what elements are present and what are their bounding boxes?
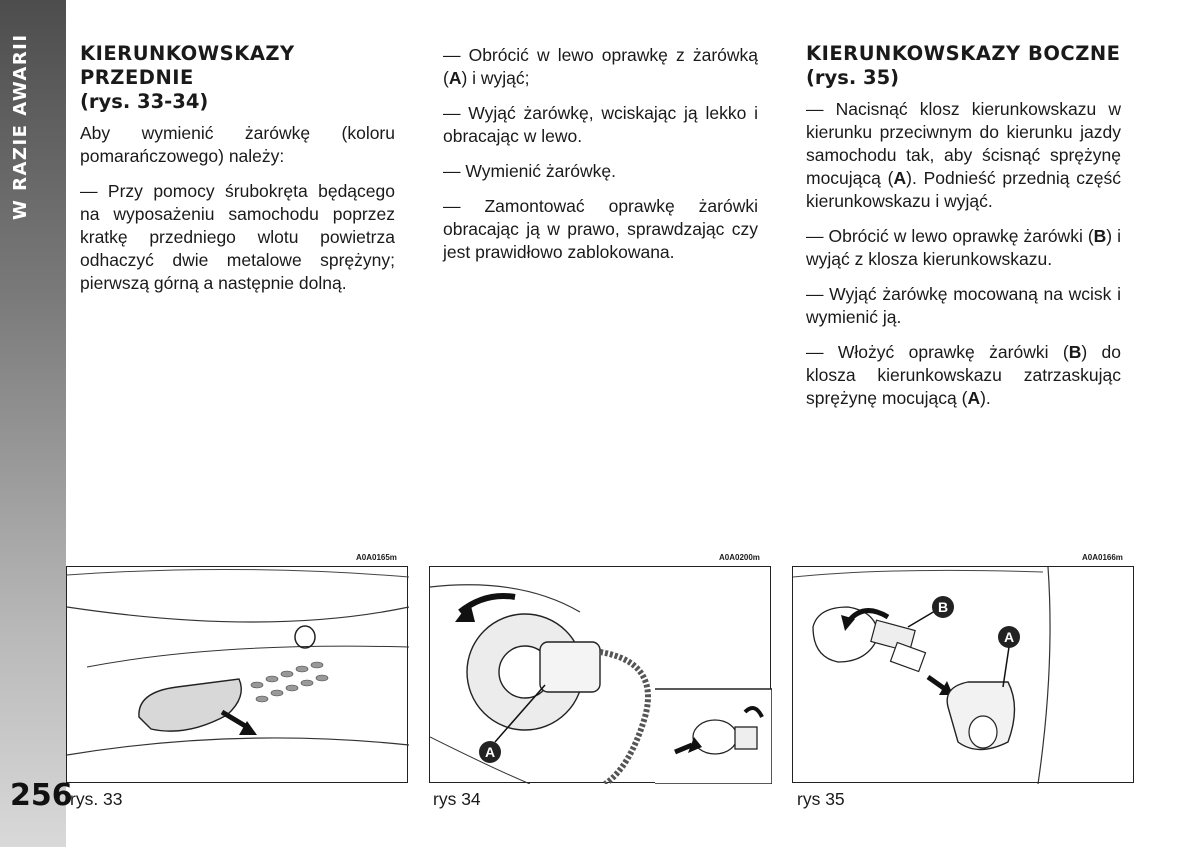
figure-caption: rys 34 [433,789,481,809]
figure-code: A0A0200m [719,553,760,562]
page-number: 256 [10,778,73,813]
paragraph: — Obrócić w lewo oprawkę żarówki (B) i wyjąć z klosza kierunkowskazu. [806,226,1122,269]
figure-35-illustration [792,566,1134,783]
heading-text: KIERUNKOWSKAZY BOCZNE [806,42,1121,65]
section-side-tab [0,0,66,847]
paragraph: — Nacisnąć klosz kierunkowskazu w kierunku przeciwnym do kierunku jazdy samochodu tak, aby ścisnąć sprężynę mocującą (A). Podnieść przednią część kierunkowskazu i wyjąć. [806,99,1121,211]
front-indicators-section [80,40,395,307]
paragraph: — Przy pomocy śrubokręta będącego na wyposażeniu samochodu poprzez kratkę przedniego wlotu powietrza odhaczyć dwie metalowe sprężyny; pierwszą górną a następnie dolną. [80,181,395,293]
label-b: B [937,599,949,615]
section-label: W RAZIE AWARII [10,33,31,220]
label-a: A [484,744,496,760]
paragraph: Aby wymienić żarówkę (koloru pomarańczowego) należy: [80,123,395,166]
section-heading [80,42,395,114]
front-indicators-continued [443,44,758,276]
figure-code: A0A0165m [356,553,397,562]
label-a: A [1003,629,1015,645]
paragraph: — Zamontować oprawkę żarówki obracając ją w prawo, sprawdzając czy jest prawidłowo zablokowana. [443,196,758,262]
heading-figure-ref: (rys. 35) [806,66,900,89]
heading-figure-ref: (rys. 33-34) [80,90,209,113]
figure-code: A0A0166m [1082,553,1123,562]
paragraph: — Wymienić żarówkę. [443,161,616,181]
figure-caption: rys 35 [797,789,845,809]
section-heading [806,42,1121,90]
paragraph: — Wyjąć żarówkę, wciskając ją lekko i obracając w lewo. [443,103,758,146]
paragraph: — Włożyć oprawkę żarówki (B) do klosza kierunkowskazu zatrzaskując sprężynę mocującą (A). [806,342,1121,408]
figure-33-illustration [66,566,408,783]
figure-34-illustration [429,566,771,783]
paragraph: — Obrócić w lewo oprawkę z żarówką (A) i wyjąć; [443,45,758,88]
figure-caption: rys. 33 [70,789,123,809]
paragraph: — Wyjąć żarówkę mocowaną na wcisk i wymienić ją. [806,284,1121,327]
side-indicators-section [806,40,1121,422]
heading-text: KIERUNKOWSKAZY PRZEDNIE [80,42,295,89]
